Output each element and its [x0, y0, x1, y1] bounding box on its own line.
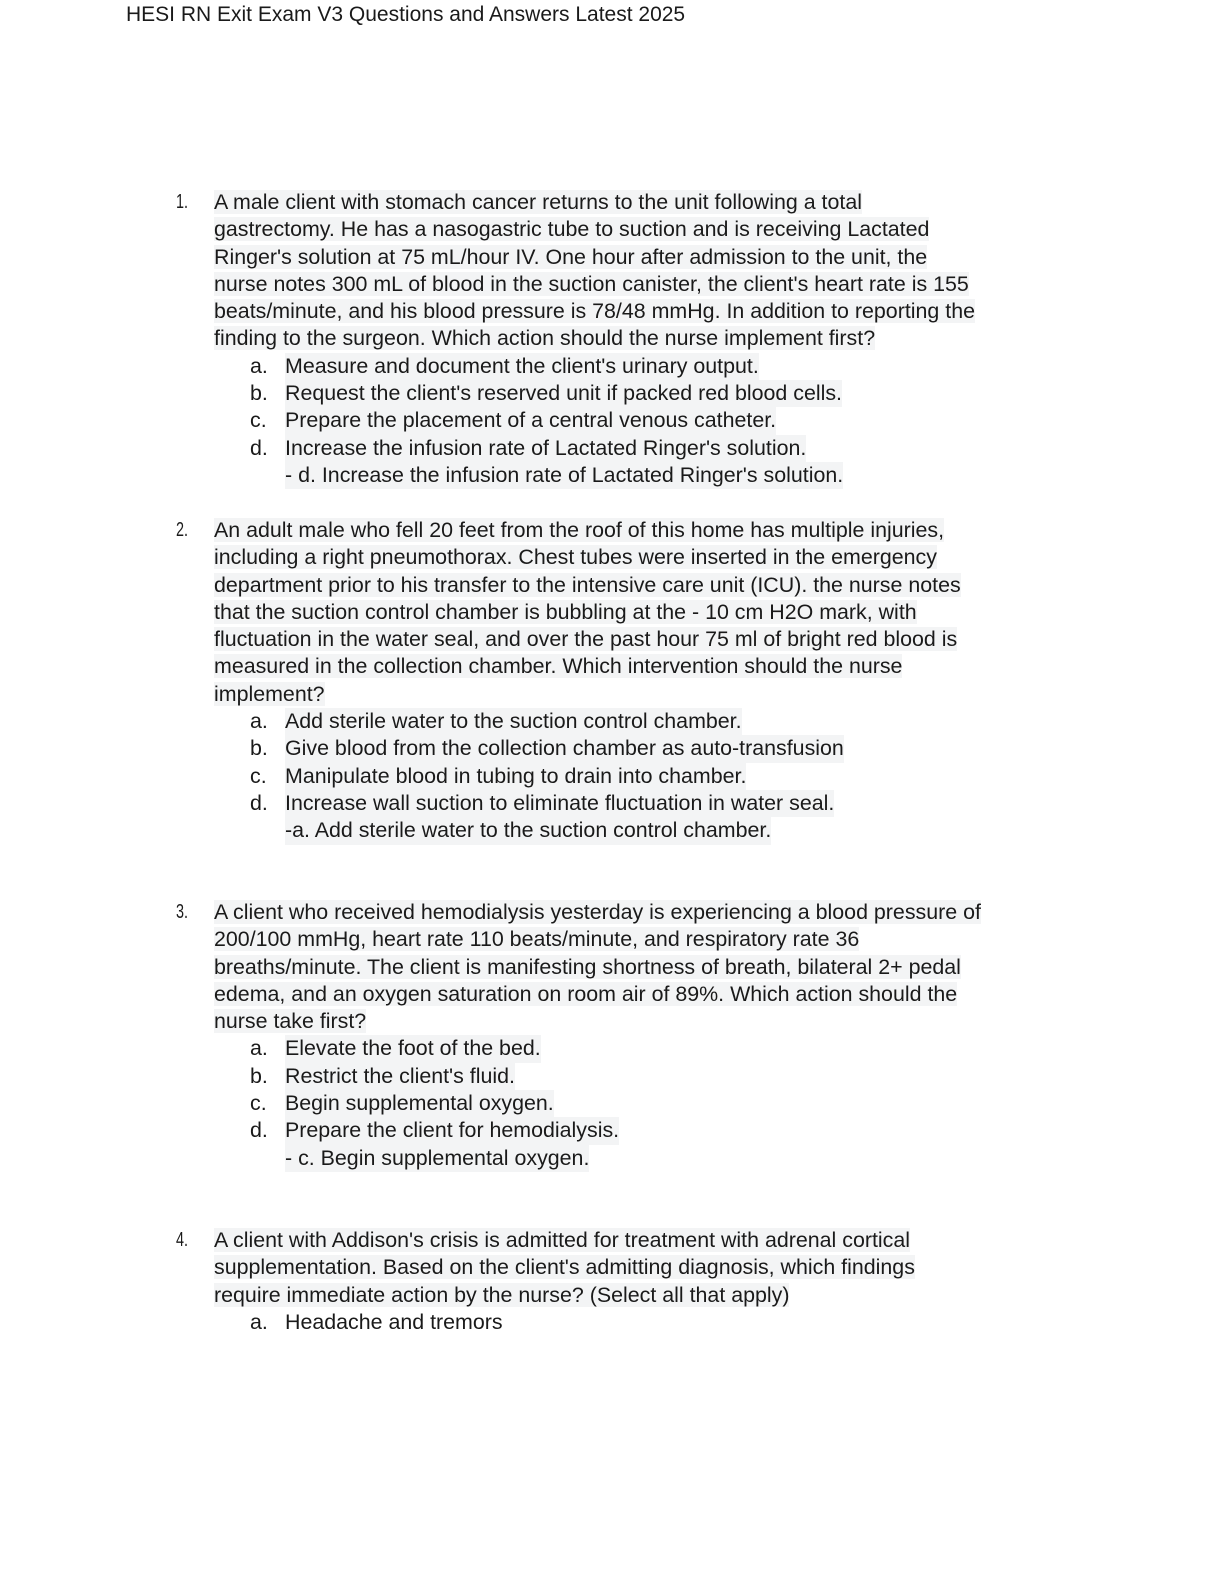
option-d [0, 790, 1224, 817]
option-d [0, 1117, 1224, 1144]
question-3 [0, 899, 1224, 1172]
stem-line: finding to the surgeon. Which action should the nurse implement first? [214, 326, 876, 351]
option-b [0, 735, 1224, 762]
question-2 [0, 517, 1224, 845]
stem-line: including a right pneumothorax. Chest tubes were inserted in the emergency [214, 545, 937, 570]
option-text: Measure and document the client's urinary output. [285, 353, 759, 380]
stem-line: An adult male who fell 20 feet from the roof of this home has multiple injuries, [214, 518, 945, 542]
stem-line: measured in the collection chamber. Which intervention should the nurse [214, 654, 903, 679]
stem-line: implement? [214, 681, 325, 706]
stem-line: breaths/minute. The client is manifesting shortness of breath, bilateral 2+ pedal [214, 954, 961, 979]
option-letter: b. [250, 1063, 268, 1088]
option-letter: d. [250, 435, 268, 460]
option-c [0, 407, 1224, 434]
option-b [0, 380, 1224, 407]
option-letter: a. [250, 1309, 268, 1334]
question-4 [0, 1227, 1224, 1336]
option-a [0, 1309, 1224, 1336]
stem-line: gastrectomy. He has a nasogastric tube to suction and is receiving Lactated [214, 217, 930, 242]
answer-line [0, 817, 1224, 844]
option-text: Begin supplemental oxygen. [285, 1090, 554, 1117]
option-letter: c. [250, 408, 267, 433]
stem-line: supplementation. Based on the client's admitting diagnosis, which findings [214, 1255, 915, 1280]
stem-line: 200/100 mmHg, heart rate 110 beats/minute, and respiratory rate 36 [214, 927, 860, 952]
option-text: Elevate the foot of the bed. [285, 1035, 541, 1062]
stem-line: nurse take first? [214, 1009, 367, 1034]
question-stem [214, 189, 1074, 353]
stem-line: require immediate action by the nurse? (Select all that apply) [214, 1282, 790, 1307]
stem-line: Ringer's solution at 75 mL/hour IV. One hour after admission to the unit, the [214, 244, 928, 269]
option-a [0, 353, 1224, 380]
option-a [0, 1035, 1224, 1062]
question-number: 3. [176, 901, 189, 923]
option-text: Headache and tremors [285, 1309, 503, 1334]
stem-line: fluctuation in the water seal, and over the past hour 75 ml of bright red blood is [214, 627, 958, 652]
stem-line: that the suction control chamber is bubbling at the - 10 cm H2O mark, with [214, 599, 917, 624]
answer-line [0, 1145, 1224, 1172]
option-text: Prepare the client for hemodialysis. [285, 1117, 619, 1144]
option-letter: a. [250, 709, 268, 734]
question-stem [214, 1227, 1074, 1309]
option-text: Restrict the client's fluid. [285, 1063, 515, 1090]
stem-line: department prior to his transfer to the intensive care unit (ICU). the nurse notes [214, 572, 961, 597]
question-number: 4. [176, 1229, 189, 1251]
question-stem [214, 899, 1074, 1035]
answer-line [0, 462, 1224, 489]
option-a [0, 708, 1224, 735]
question-number: 1. [176, 191, 189, 213]
option-text: Add sterile water to the suction control chamber. [285, 708, 742, 735]
stem-line: A client who received hemodialysis yesterday is experiencing a blood pressure of [214, 900, 981, 924]
question-1 [0, 189, 1224, 489]
option-text: Prepare the placement of a central venous catheter. [285, 407, 776, 434]
option-letter: d. [250, 1118, 268, 1143]
stem-line: edema, and an oxygen saturation on room air of 89%. Which action should the [214, 981, 958, 1006]
option-b [0, 1063, 1224, 1090]
answer-text: - c. Begin supplemental oxygen. [285, 1145, 589, 1172]
option-letter: b. [250, 381, 268, 406]
option-text: Give blood from the collection chamber as auto-transfusion [285, 735, 844, 762]
option-c [0, 1090, 1224, 1117]
stem-line: A male client with stomach cancer returns to the unit following a total [214, 190, 862, 214]
option-letter: b. [250, 736, 268, 761]
option-text: Increase wall suction to eliminate fluctuation in water seal. [285, 790, 834, 817]
option-c [0, 763, 1224, 790]
stem-line: A client with Addison's crisis is admitted for treatment with adrenal cortical [214, 1228, 911, 1252]
stem-line: nurse notes 300 mL of blood in the suction canister, the client's heart rate is 155 [214, 271, 969, 296]
stem-line: beats/minute, and his blood pressure is 78/48 mmHg. In addition to reporting the [214, 299, 975, 324]
question-number: 2. [176, 519, 189, 541]
page-header-title: HESI RN Exit Exam V3 Questions and Answers Latest 2025 [126, 3, 686, 26]
option-d [0, 435, 1224, 462]
option-text: Increase the infusion rate of Lactated Ringer's solution. [285, 435, 806, 462]
question-stem [214, 517, 1074, 708]
option-text: Manipulate blood in tubing to drain into chamber. [285, 763, 746, 790]
option-text: Request the client's reserved unit if packed red blood cells. [285, 380, 842, 407]
option-letter: c. [250, 763, 267, 788]
option-letter: a. [250, 353, 268, 378]
answer-text: - d. Increase the infusion rate of Lactated Ringer's solution. [285, 462, 843, 489]
option-letter: c. [250, 1091, 267, 1116]
answer-text: -a. Add sterile water to the suction control chamber. [285, 817, 771, 844]
option-letter: d. [250, 790, 268, 815]
option-letter: a. [250, 1036, 268, 1061]
